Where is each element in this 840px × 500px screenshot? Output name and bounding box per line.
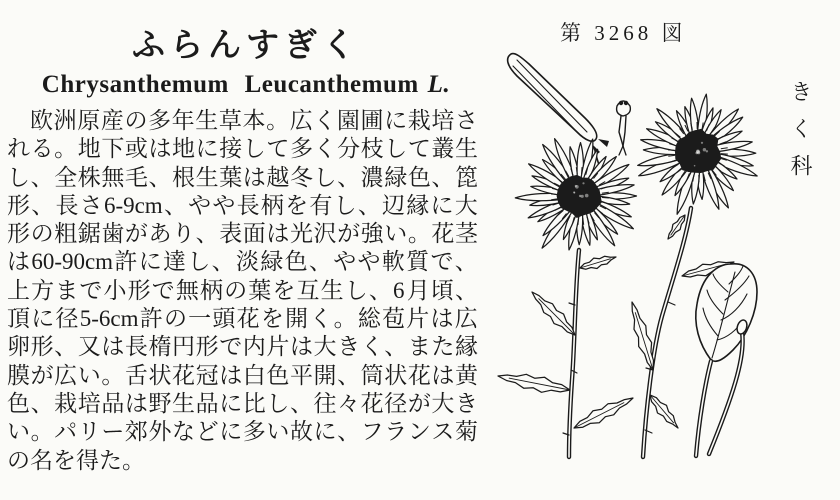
- body-line: 欧 洲 原 産 の 多 年 生 草 本 。 広 く 園 圃 に 栽 培 さ: [30, 108, 478, 133]
- figure-caption: 第 3268 図: [560, 21, 687, 45]
- family-label-vertical: きく科: [788, 80, 813, 191]
- page-title: ふらんすぎく: [132, 28, 360, 64]
- body-line: 色 、 栽 培 品 は 野 生 品 に 比 し 、 往 々 花 径 が 大 き: [7, 390, 478, 416]
- scientific-name: [0, 71, 492, 99]
- basal-leaf-icon: [696, 264, 757, 456]
- body-line: 頂 に 径 5-6cm 許 の 一 頭 花 を 開 く 。 総 苞 片 は 広: [7, 306, 478, 332]
- body-line: 上 方 ま で 小 形 で 無 柄 の 葉 を 互 生 し 、 6 月 頃 、: [7, 277, 478, 303]
- body-line: い 。 パ リ ー 郊 外 な ど に 多 い 故 に 、 フ ラ ン ス 菊: [7, 419, 478, 445]
- scientific-name-text: Chrysanthemum Leucanthemum: [41, 71, 419, 98]
- body-line: れ る 。 地 下 或 は 地 に 接 し て 多 く 分 枝 し て 叢 生: [7, 136, 478, 162]
- body-line: 形 、 長 さ 6-9cm 、 や や 長 柄 を 有 し 、 辺 縁 に 大: [7, 192, 478, 218]
- daisy-botanical-illustration-icon: [485, 40, 785, 465]
- right-daisy-flower-icon: [638, 94, 758, 214]
- body-line: は 60-90cm 許 に 達 し 、 淡 緑 色 、 や や 軟 質 で 、: [7, 249, 478, 275]
- disc-floret-detail-icon: [617, 101, 631, 155]
- body-line: 卵 形 、 又 は 長 楕 円 形 で 内 片 は 大 き く 、 ま た 縁: [7, 334, 478, 360]
- left-daisy-flower-icon: [515, 139, 636, 250]
- body-line: の 名 を 得 た 。: [7, 447, 145, 473]
- body-line: 膜 が 広 い 。 舌 状 花 冠 は 白 色 平 開 、 筒 状 花 は 黄: [7, 362, 478, 388]
- body-text: [7, 107, 478, 475]
- body-line: 形 の 粗 鋸 歯 が あ り 、 表 面 は 光 沢 が 強 い 。 花 茎: [7, 221, 478, 247]
- body-line: し 、 全 株 無 毛 、 根 生 葉 は 越 冬 し 、 濃 緑 色 、 箆: [7, 164, 478, 190]
- scientific-name-author: L.: [427, 71, 451, 98]
